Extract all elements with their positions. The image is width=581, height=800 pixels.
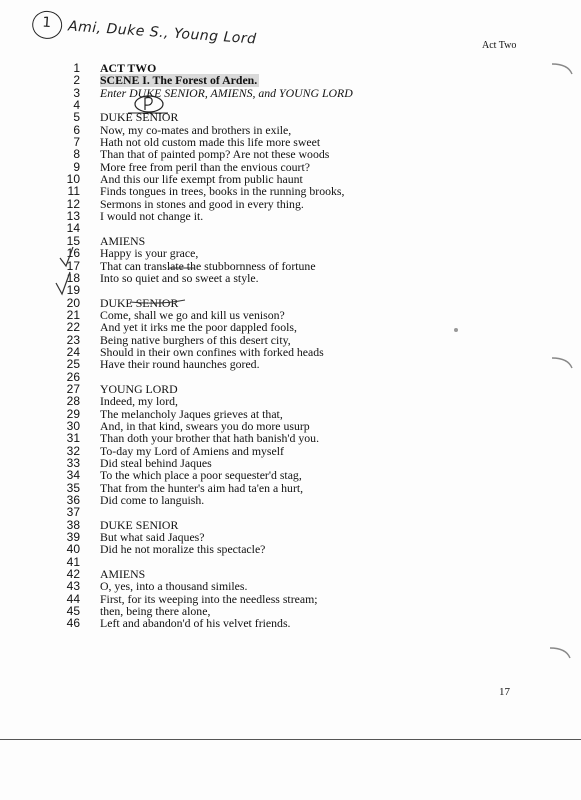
line-number: 4 bbox=[73, 98, 80, 113]
line-text: Did steal behind Jaques bbox=[100, 456, 212, 470]
line-number: 22 bbox=[66, 320, 80, 335]
line-number: 33 bbox=[66, 456, 80, 470]
line-text: DUKE SENIOR bbox=[100, 517, 179, 532]
line-number: 19 bbox=[66, 283, 80, 298]
line-number: 28 bbox=[66, 394, 80, 409]
line-text: Enter DUKE SENIOR, AMIENS, and YOUNG LORD bbox=[100, 85, 353, 100]
line-text: ACT TWO bbox=[100, 61, 157, 75]
line-text: AMIENS bbox=[100, 233, 146, 248]
line-text: Than that of painted pomp? Are not these woods bbox=[100, 147, 330, 162]
line-text: SCENE I. The Forest of Arden. bbox=[100, 73, 258, 88]
line-number: 18 bbox=[66, 270, 80, 285]
line-text: Did come to languish. bbox=[100, 493, 205, 508]
line-number: 37 bbox=[66, 505, 80, 520]
line-text: And yet it irks me the poor dappled fools, bbox=[100, 320, 297, 335]
line-number: 29 bbox=[66, 406, 80, 421]
line-text: Finds tongues in trees, books in the running brooks, bbox=[100, 184, 345, 199]
handwritten-number: 1 bbox=[41, 14, 52, 32]
line-number: 39 bbox=[66, 530, 80, 545]
line-text: Have their round haunches gored. bbox=[100, 357, 260, 372]
page-number: 17 bbox=[499, 686, 510, 698]
line-text: Did he not moralize this spectacle? bbox=[100, 542, 266, 557]
line-number: 12 bbox=[66, 196, 80, 211]
line-text: Indeed, my lord, bbox=[100, 394, 178, 409]
line-number: 40 bbox=[66, 542, 80, 557]
line-text: That can translate the stubbornness of fortune bbox=[100, 258, 316, 273]
line-text: Happy is your grace, bbox=[100, 246, 199, 261]
punch-hole-bottom bbox=[550, 648, 570, 658]
line-text: Sermons in stones and good in every thing. bbox=[100, 196, 304, 211]
line-number: 31 bbox=[66, 431, 80, 446]
line-text: Into so quiet and so sweet a style. bbox=[100, 270, 259, 285]
line-text: YOUNG LORD bbox=[100, 381, 178, 396]
line-number: 26 bbox=[66, 369, 80, 384]
handwritten-note: Ami, Duke S., Young Lord bbox=[67, 18, 257, 48]
line-text: then, being there alone, bbox=[100, 604, 211, 619]
line-number: 6 bbox=[73, 122, 80, 137]
line-number: 8 bbox=[73, 147, 80, 162]
line-text: I would not change it. bbox=[100, 209, 204, 224]
line-text: First, for its weeping into the needless stream; bbox=[100, 591, 318, 606]
line-number: 25 bbox=[66, 357, 80, 372]
line-number: 11 bbox=[67, 184, 80, 199]
punch-hole-middle bbox=[552, 358, 572, 368]
running-head: Act Two bbox=[482, 40, 517, 51]
line-number: 5 bbox=[73, 110, 80, 125]
line-text: Than doth your brother that hath banish'd you. bbox=[100, 431, 320, 446]
line-number: 42 bbox=[66, 567, 80, 582]
line-text: That from the hunter's aim had ta'en a hurt, bbox=[100, 480, 304, 495]
line-number: 43 bbox=[66, 579, 80, 594]
line-text: DUKE SENIOR bbox=[100, 110, 179, 125]
line-number: 16 bbox=[66, 246, 80, 261]
line-number: 24 bbox=[66, 344, 80, 359]
line-text: Being native burghers of this desert city, bbox=[100, 332, 291, 347]
line-number: 23 bbox=[66, 332, 80, 347]
line-text: To-day my Lord of Amiens and myself bbox=[100, 443, 284, 458]
line-text: The melancholy Jaques grieves at that, bbox=[100, 406, 283, 421]
punch-hole-top bbox=[552, 64, 572, 74]
line-number: 21 bbox=[66, 307, 80, 322]
line-number: 35 bbox=[66, 480, 80, 495]
line-text: To the which place a poor sequester'd stag, bbox=[100, 468, 302, 483]
line-number: 1 bbox=[73, 61, 80, 75]
line-text: And, in that kind, swears you do more usurp bbox=[100, 418, 310, 433]
line-number: 15 bbox=[66, 233, 80, 248]
line-number: 7 bbox=[73, 135, 80, 150]
line-number: 45 bbox=[66, 604, 80, 619]
line-number: 27 bbox=[66, 381, 80, 396]
line-number: 3 bbox=[73, 85, 80, 100]
line-number: 9 bbox=[73, 159, 80, 174]
line-number: 13 bbox=[66, 209, 80, 224]
line-text: More free from peril than the envious court? bbox=[100, 159, 310, 174]
line-text: Now, my co-mates and brothers in exile, bbox=[100, 122, 292, 137]
underline-mark bbox=[130, 300, 185, 303]
line-number: 10 bbox=[66, 172, 80, 187]
line-text: Come, shall we go and kill us venison? bbox=[100, 307, 285, 322]
line-number: 36 bbox=[66, 493, 80, 508]
line-number: 41 bbox=[66, 554, 80, 569]
line-text: DUKE SENIOR bbox=[100, 295, 179, 310]
line-number: 2 bbox=[73, 73, 80, 88]
line-number: 14 bbox=[66, 221, 80, 236]
line-text: And this our life exempt from public haunt bbox=[100, 172, 303, 187]
line-text: Should in their own confines with forked heads bbox=[100, 344, 324, 359]
line-number: 30 bbox=[66, 418, 80, 433]
line-number: 17 bbox=[66, 258, 80, 273]
check-mark bbox=[56, 247, 73, 294]
line-number: 38 bbox=[66, 517, 80, 532]
line-number: 32 bbox=[66, 443, 80, 458]
circled-p-mark bbox=[128, 96, 168, 113]
stray-dot bbox=[454, 328, 458, 332]
line-number: 20 bbox=[66, 295, 80, 310]
line-text: Hath not old custom made this life more sweet bbox=[100, 135, 321, 150]
line-text: But what said Jaques? bbox=[100, 530, 205, 545]
line-number: 34 bbox=[66, 468, 80, 483]
line-text: O, yes, into a thousand similes. bbox=[100, 579, 248, 594]
line-text: Left and abandon'd of his velvet friends. bbox=[100, 616, 291, 631]
line-number: 44 bbox=[66, 591, 80, 606]
line-text: AMIENS bbox=[100, 567, 146, 582]
line-number: 46 bbox=[66, 616, 80, 631]
